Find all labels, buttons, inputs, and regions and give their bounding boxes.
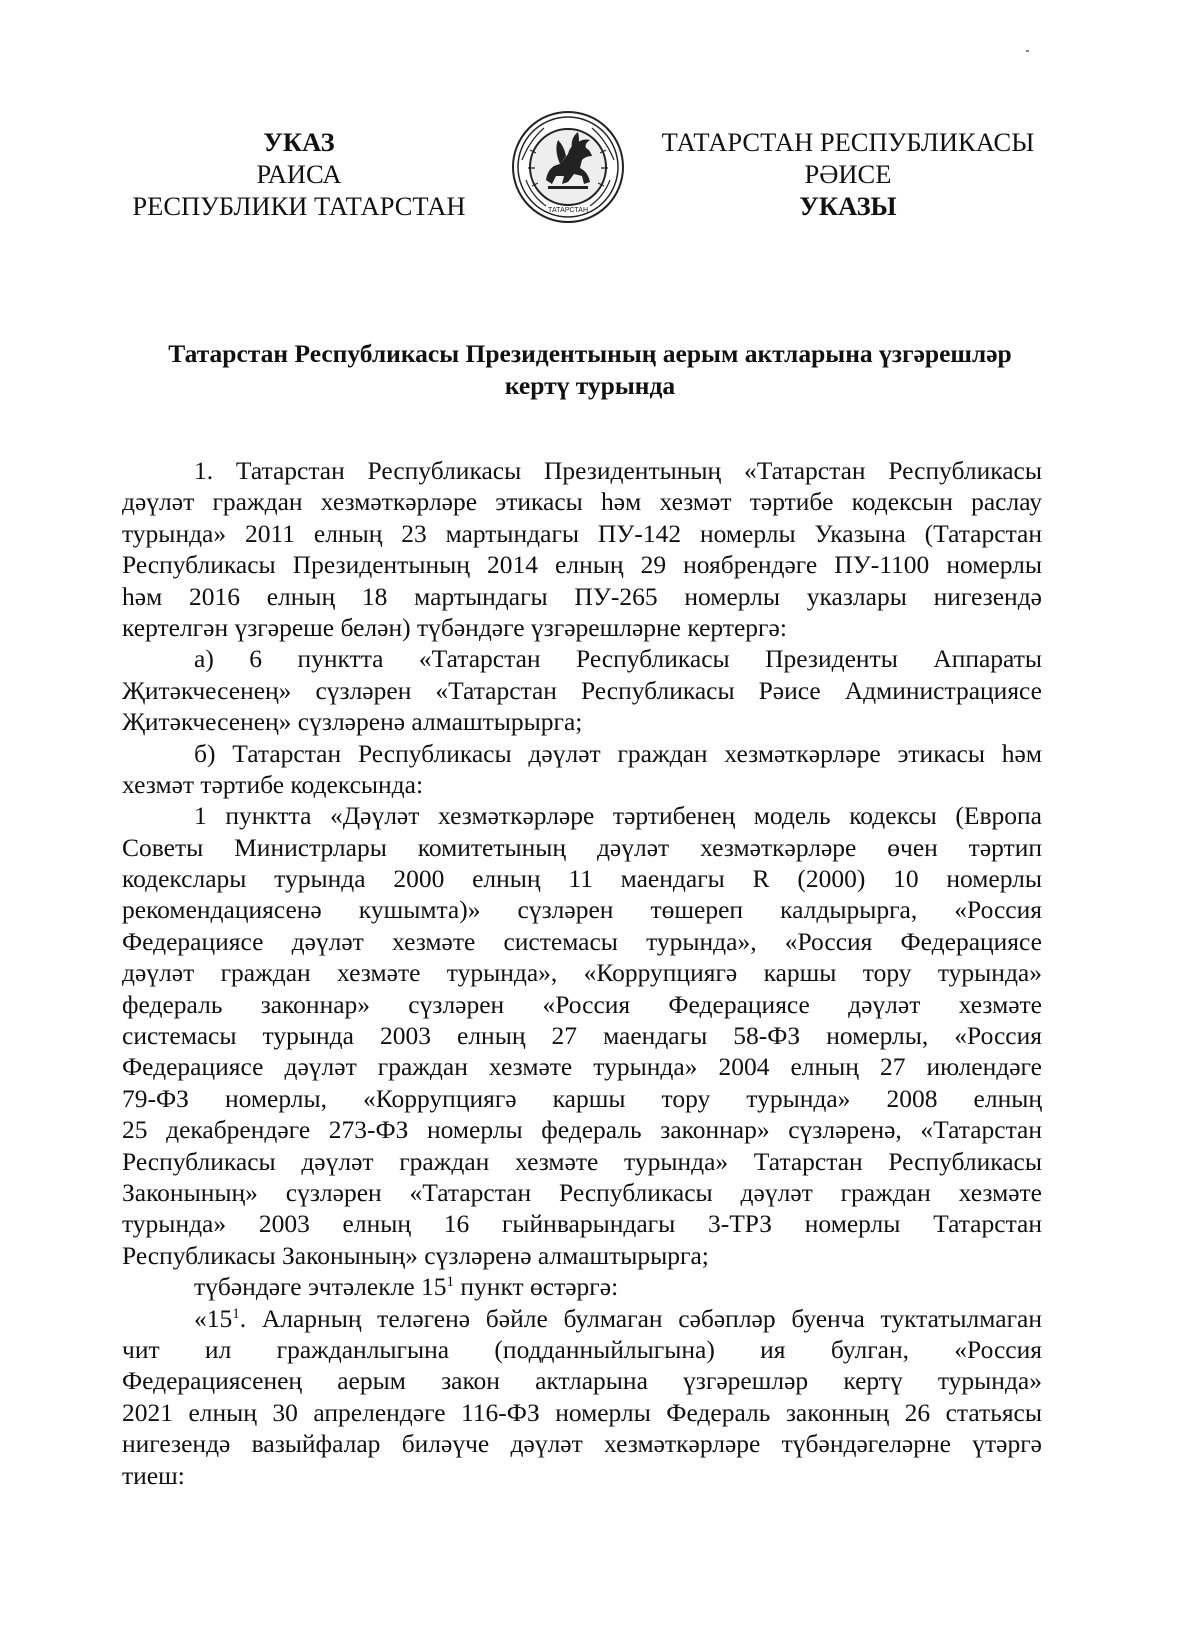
body-line: 2021 елның 30 апрелендәге 116-ФЗ номерлы Федераль законның 26 статьясы bbox=[122, 1397, 1042, 1427]
superscript: 1 bbox=[446, 1274, 455, 1291]
body-line: Җитәкчесенең» сүзләрен «Татарстан Республикасы Рәисе Администрациясе bbox=[122, 675, 1042, 705]
body-line: турында» 2011 елның 23 мартындагы ПУ-142 номерлы Указына (Татарстан bbox=[122, 518, 1042, 548]
body-line: кертелгән үзгәреше белән) түбәндәге үзгәрешләрне кертергә: bbox=[122, 612, 787, 642]
body-line: һәм 2016 елның 18 мартындагы ПУ-265 номерлы указлары нигезендә bbox=[122, 581, 1042, 611]
body-line: б) Татарстан Республикасы дәүләт граждан хезмәткәрләре этикасы һәм bbox=[194, 738, 1042, 768]
body-line: Советы Министрлары комитетының дәүләт хезмәткәрләре өчен тәртип bbox=[122, 832, 1042, 862]
body-line: дәүләт граждан хезмәткәрләре этикасы һәм хезмәт тәртибе кодексын раслау bbox=[122, 487, 1042, 517]
body-line: 1 пунктта «Дәүләт хезмәткәрләре тәртибенең модель кодексы (Европа bbox=[194, 801, 1042, 831]
document-title bbox=[110, 338, 1070, 402]
title-line-1: Татарстан Республикасы Президентының аерым актларына үзгәрешләр bbox=[168, 339, 1012, 368]
body-text-run: . Аларның теләгенә бәйле булмаган сәбәпләр буенча туктатылмаган bbox=[239, 1303, 1042, 1333]
body-line: чит ил гражданлыгына (подданныйлыгына) ия булган, «Россия bbox=[122, 1334, 1042, 1364]
body-line: 1. Татарстан Республикасы Президентының «Татарстан Республикасы bbox=[194, 456, 1042, 485]
decree-label-ru: УКАЗ bbox=[263, 127, 335, 157]
header-right-tatar bbox=[654, 126, 1042, 222]
head-label-ru: РАИСА bbox=[256, 159, 342, 189]
head-label-tt: РӘИСЕ bbox=[804, 159, 892, 189]
scan-speck bbox=[1026, 50, 1029, 52]
body-line: турында» 2003 елның 16 гыйнварындагы 3-ТРЗ номерлы Татарстан bbox=[122, 1209, 1042, 1239]
body-line: Республикасы дәүләт граждан хезмәте турында» Татарстан Республикасы bbox=[122, 1146, 1042, 1176]
body-line: рекомендациясенә кушымта)» сүзләрен төшереп калдырырга, «Россия bbox=[122, 895, 1042, 925]
body-line-supplement bbox=[122, 1271, 1042, 1302]
republic-label-tt: ТАТАРСТАН РЕСПУБЛИКАСЫ bbox=[661, 127, 1035, 157]
decree-label-tt: УКАЗЫ bbox=[799, 191, 897, 221]
body-line: Җитәкчесенең» сүзләренә алмаштырырга; bbox=[122, 707, 583, 737]
body-text-run: пункт өстәргә: bbox=[454, 1272, 619, 1302]
body-line: 25 декабрендәге 273-ФЗ номерлы федераль законнар» сүзләренә, «Татарстан bbox=[122, 1115, 1042, 1145]
decree-body bbox=[122, 455, 1042, 1491]
body-line: дәүләт граждан хезмәте турында», «Коррупциягә каршы тору турында» bbox=[122, 958, 1042, 988]
superscript: 1 bbox=[232, 1305, 240, 1322]
body-line: федераль законнар» сүзләрен «Россия Федерациясе дәүләт хезмәте bbox=[122, 989, 1042, 1019]
body-text-run: «15 bbox=[194, 1303, 233, 1333]
body-line: системасы турында 2003 елның 27 маендагы 58-ФЗ номерлы, «Россия bbox=[122, 1021, 1042, 1051]
body-line: 79-ФЗ номерлы, «Коррупциягә каршы тору турында» 2008 елның bbox=[122, 1083, 1042, 1113]
body-line: Федерациясе дәүләт граждан хезмәте турында» 2004 елның 27 июлендәге bbox=[122, 1052, 1042, 1082]
seal-text: ТАТАРСТАН bbox=[547, 207, 589, 214]
body-line: а) 6 пунктта «Татарстан Республикасы Президенты Аппараты bbox=[194, 644, 1042, 674]
title-line-2: кертү турында bbox=[504, 371, 676, 400]
body-line: Республикасы Президентының 2014 елның 29 ноябрендәге ПУ-1100 номерлы bbox=[122, 550, 1042, 580]
body-line: Законының» сүзләрен «Татарстан Республикасы дәүләт граждан хезмәте bbox=[122, 1177, 1042, 1207]
body-line: Федерациясенең аерым закон актларына үзгәрешләр кертү турында» bbox=[122, 1366, 1042, 1396]
republic-label-ru: РЕСПУБЛИКИ ТАТАРСТАН bbox=[132, 191, 466, 221]
body-line: тиеш: bbox=[122, 1460, 185, 1490]
tatarstan-coat-of-arms-icon bbox=[510, 110, 626, 224]
body-line: кодекслары турында 2000 елның 11 маендагы R (2000) 10 номерлы bbox=[122, 864, 1042, 894]
body-line: Республикасы Законының» сүзләренә алмаштырырга; bbox=[122, 1240, 709, 1270]
body-line: хезмәт тәртибе кодексында: bbox=[122, 769, 424, 799]
body-line: нигезендә вазыйфалар биләүче дәүләт хезмәткәрләре түбәндәгеләрне үтәргә bbox=[122, 1429, 1042, 1459]
body-line-point bbox=[122, 1303, 1042, 1334]
header-left-russian bbox=[118, 126, 480, 222]
body-text-run: түбәндәге эчтәлекле 15 bbox=[194, 1272, 447, 1302]
body-line: Федерациясе дәүләт хезмәте системасы турында», «Россия Федерациясе bbox=[122, 926, 1042, 956]
